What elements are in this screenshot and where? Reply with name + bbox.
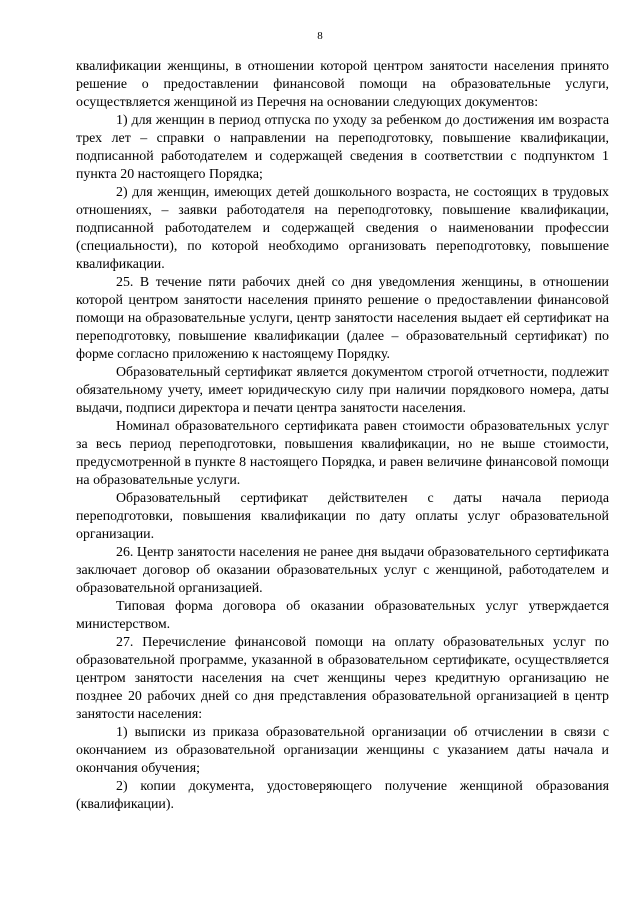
paragraph-continuation: квалификации женщины, в отношении которой центром занятости населения принято решение о предоставлении финансовой помощи на образовательные услуги, осуществляется женщиной из Перечня на основании следующих документов: <box>76 59 609 110</box>
paragraph-item-2-education-document: 2) копии документа, удостоверяющего получение женщиной образования (квалификации). <box>76 779 609 812</box>
page-number: 8 <box>317 30 323 42</box>
paragraph-clause-25: 25. В течение пяти рабочих дней со дня уведомления женщины, в отношении которой центром занятости населения принято решение о предоставлении финансовой помощи на образовательные услуги, центр занятости населения выдает ей сертификат на переподготовку, повышение квалификации (далее – образовательный сертификат) по форме согласно приложению к настоящему Порядку. <box>76 275 609 362</box>
paragraph-item-1-childcare-leave: 1) для женщин в период отпуска по уходу за ребенком до достижения им возраста трех лет – справки о направлении на переподготовку, повышение квалификации, подписанной работодателем и содержащей сведения в соответствии с подпунктом 1 пункта 20 настоящего Порядка; <box>76 113 609 182</box>
paragraph-clause-26: 26. Центр занятости населения не ранее дня выдачи образовательного сертификата заключает договор об оказании образовательных услуг с женщиной, работодателем и образовательной организацией. <box>76 545 609 596</box>
paragraph-certificate-validity: Образовательный сертификат действителен с даты начала периода переподготовки, повышения квалификации по дату оплаты услуг образовательной организации. <box>76 491 609 542</box>
paragraph-clause-27: 27. Перечисление финансовой помощи на оплату образовательных услуг по образовательной программе, указанной в образовательном сертификате, осуществляется центром занятости населения на счет женщины через кредитную организацию не позднее 20 рабочих дней со дня представления образовательной организацией в центр занятости населения: <box>76 635 609 722</box>
paragraph-item-1-expulsion-order: 1) выписки из приказа образовательной организации об отчислении в связи с окончанием из образовательной организации женщины с указанием даты начала и окончания обучения; <box>76 725 609 776</box>
paragraph-certificate-status: Образовательный сертификат является документом строгой отчетности, подлежит обязательному учету, имеет юридическую силу при наличии порядкового номера, даты выдачи, подписи директора и печати центра занятости населения. <box>76 365 609 416</box>
paragraph-certificate-nominal: Номинал образовательного сертификата равен стоимости образовательных услуг за весь период переподготовки, повышения квалификации, но не выше стоимости, предусмотренной в пункте 8 настоящего Порядка, и равен величине финансовой помощи на образовательные услуги. <box>76 419 609 488</box>
paragraph-item-2-preschool-children: 2) для женщин, имеющих детей дошкольного возраста, не состоящих в трудовых отношениях, – заявки работодателя на переподготовку, повышение квалификации, подписанной работодателем и содержащей сведения о наименовании профессии (специальности), по которой необходимо организовать переподготовку, повышение квалификации. <box>76 185 609 272</box>
paragraph-contract-form: Типовая форма договора об оказании образовательных услуг утверждается министерством. <box>76 599 609 632</box>
document-body <box>76 58 609 814</box>
